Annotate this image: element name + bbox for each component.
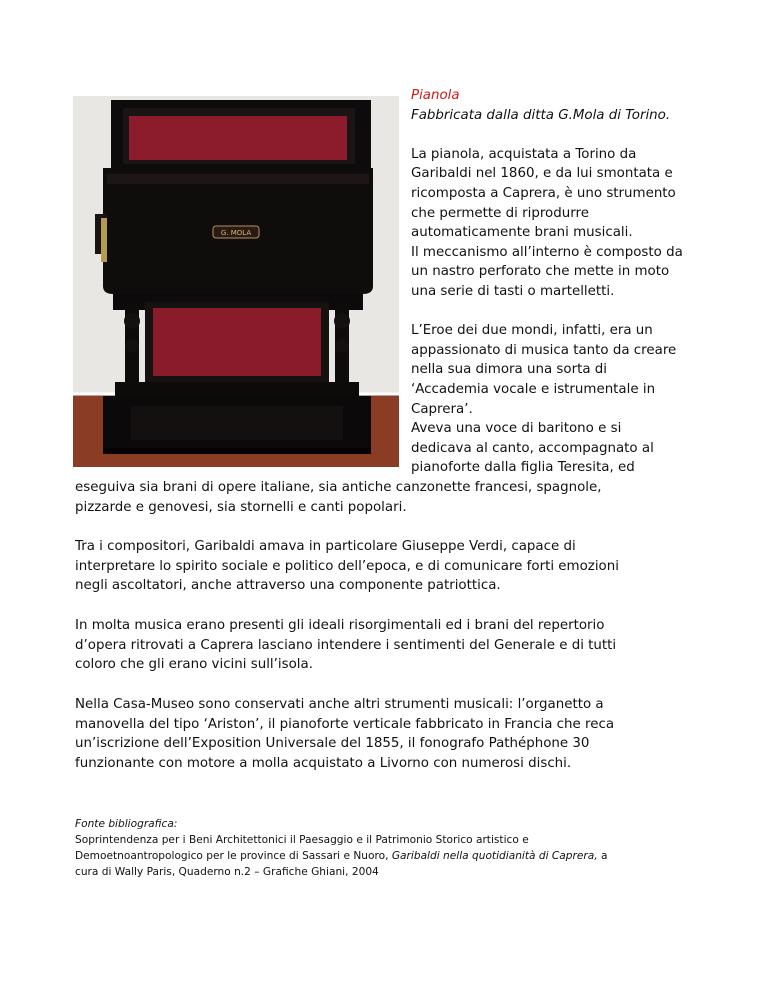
p4-line: coloro che gli erano vicini sull’isola.	[75, 657, 313, 673]
bibliography	[75, 816, 715, 880]
p4-line: d’opera ritrovati a Caprera lasciano intendere i sentimenti del Generale e di tutti	[75, 637, 617, 653]
p2-cont-line: eseguiva sia brani di opere italiane, sia antiche canzonette francesi, spagnole,	[75, 480, 602, 495]
page-subtitle: Fabbricata dalla ditta G.Mola di Torino.	[411, 107, 671, 123]
p2-line: nella sua dimora una sorta di	[411, 362, 608, 378]
intro-column	[411, 86, 741, 478]
p1-line: ricomposta a Caprera, è uno strumento	[411, 185, 676, 201]
bibliography-line	[75, 848, 715, 864]
p2-line: dedicava al canto, accompagnato al	[411, 440, 654, 456]
bibliography-text: Demoetnoantropologico per le province di Sassari e Nuoro,	[75, 850, 392, 862]
p3-line: interpretare lo spirito sociale e politico dell’epoca, e di comunicare forti emozioni	[75, 558, 619, 574]
p5-line: un’iscrizione dell’Exposition Universale del 1855, il fonografo Pathéphone 30	[75, 736, 590, 752]
p2-line: appassionato di musica tanto da creare	[411, 342, 677, 358]
p1-line: automaticamente brani musicali.	[411, 225, 633, 241]
nameplate-text: G. MOLA	[220, 229, 252, 237]
bibliography-line: cura di Wally Paris, Quaderno n.2 – Grafiche Ghiani, 2004	[75, 866, 379, 878]
paragraph-3	[75, 537, 705, 596]
paragraph-5	[75, 695, 705, 773]
p1-line: una serie di tasti o martelletti.	[411, 283, 615, 299]
p2-line: Aveva una voce di baritono e si	[411, 421, 622, 437]
p3-line: Tra i compositori, Garibaldi amava in particolare Giuseppe Verdi, capace di	[75, 539, 576, 554]
p2-line: ‘Accademia vocale e istrumentale in	[411, 381, 656, 397]
bibliography-label: Fonte bibliografica:	[75, 818, 178, 830]
paragraph-2-continued	[75, 478, 705, 517]
p1-line: Garibaldi nel 1860, e da lui smontata e	[411, 166, 673, 182]
p1-line: Il meccanismo all’interno è composto da	[411, 244, 683, 260]
bibliography-line: Soprintendenza per i Beni Architettonici il Paesaggio e il Patrimonio Storico artistico e	[75, 834, 529, 846]
p2-cont-line: pizzarde e genovesi, sia stornelli e canti popolari.	[75, 499, 407, 515]
p5-line: funzionante con motore a molla acquistato a Livorno con numerosi dischi.	[75, 755, 572, 771]
p4-line: In molta musica erano presenti gli ideali risorgimentali ed i brani del repertorio	[75, 618, 605, 633]
p3-line: negli ascoltatori, anche attraverso una componente patriottica.	[75, 578, 501, 594]
p2-line: pianoforte dalla figlia Teresita, ed	[411, 460, 635, 476]
bibliography-book-title: Garibaldi nella quotidianità di Caprera,	[391, 850, 598, 862]
paragraph-4	[75, 616, 705, 675]
pianola-photo	[73, 96, 399, 467]
p2-line: Caprera’.	[411, 401, 473, 417]
p1-line: che permette di riprodurre	[411, 205, 589, 221]
p1-line: La pianola, acquistata a Torino da	[411, 146, 637, 162]
bibliography-text: a	[597, 850, 608, 862]
p5-line: manovella del tipo ‘Ariston’, il pianoforte verticale fabbricato in Francia che reca	[75, 716, 615, 732]
p5-line: Nella Casa-Museo sono conservati anche altri strumenti musicali: l’organetto a	[75, 697, 604, 712]
page-title: Pianola	[411, 88, 460, 103]
p2-line: L’Eroe dei due mondi, infatti, era un	[411, 323, 653, 339]
p1-line: un nastro perforato che mette in moto	[411, 264, 670, 280]
pianola-illustration	[73, 96, 399, 467]
